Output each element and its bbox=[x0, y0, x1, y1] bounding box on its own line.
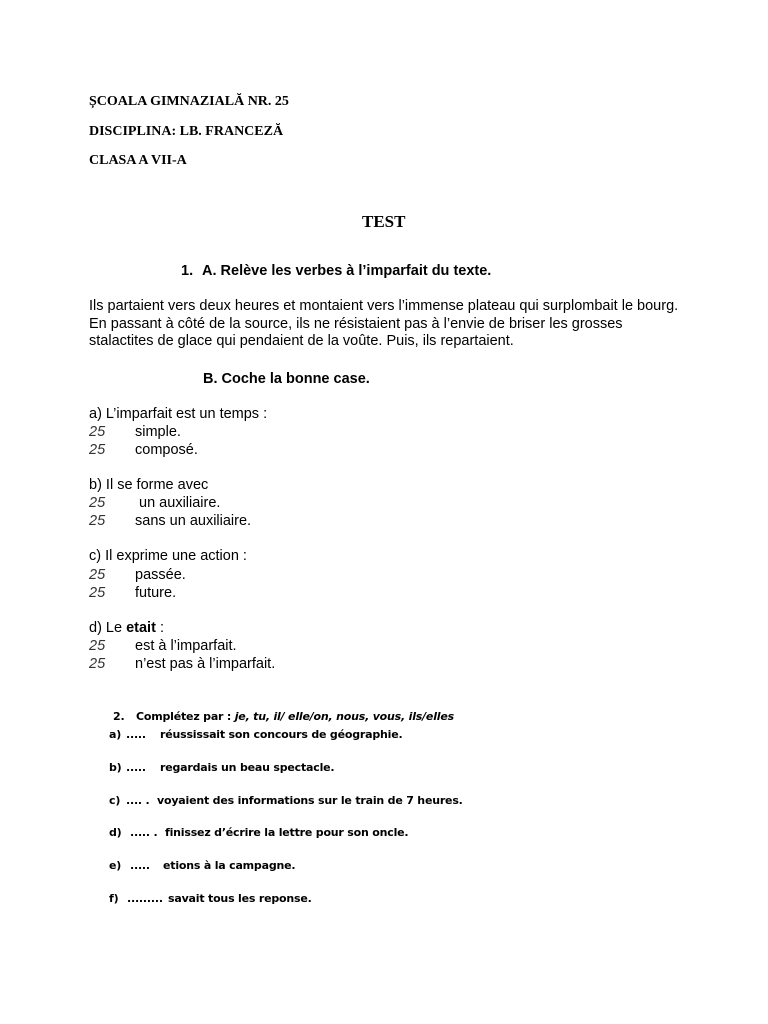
item-text: etions à la campagne. bbox=[163, 859, 296, 872]
test-title: TEST bbox=[362, 212, 406, 231]
question-d-keyword: etait bbox=[126, 620, 156, 636]
exercise-2-heading-text: Complétez par : bbox=[136, 710, 235, 723]
checkbox-mark[interactable]: 25 bbox=[89, 442, 106, 458]
item-letter: f) bbox=[109, 892, 119, 905]
option-label: passée. bbox=[135, 567, 186, 583]
exercise-1-text: Ils partaient vers deux heures et montaient vers l’immense plateau qui surplombait le bourg. En passant à côté de la source, ils ne résistaient pas à l’envie de briser les grosses stalactites de glace qui pendaient de la voûte. Puis, ils repartaient. bbox=[89, 298, 679, 349]
option-label: sans un auxiliaire. bbox=[135, 513, 252, 529]
item-text: regardais un beau spectacle. bbox=[160, 761, 335, 774]
option-label: un auxiliaire. bbox=[135, 495, 221, 511]
option-label: future. bbox=[135, 585, 177, 601]
question-c-prompt: c) Il exprime une action : bbox=[89, 548, 247, 564]
item-letter: a) bbox=[109, 728, 122, 741]
answer-blank[interactable]: ..... bbox=[130, 859, 150, 872]
option-label: composé. bbox=[135, 442, 198, 458]
question-d-prefix: d) Le bbox=[89, 620, 127, 636]
checkbox-mark[interactable]: 25 bbox=[89, 638, 106, 654]
answer-blank[interactable]: .... . bbox=[126, 794, 150, 807]
option-label: n’est pas à l’imparfait. bbox=[135, 656, 276, 672]
checkbox-mark[interactable]: 25 bbox=[89, 495, 106, 511]
exercise-2-number: 2. bbox=[113, 710, 125, 723]
item-letter: c) bbox=[109, 794, 121, 807]
item-text: savait tous les reponse. bbox=[168, 892, 312, 905]
answer-blank[interactable]: ......... bbox=[127, 892, 163, 905]
exercise-2-heading bbox=[136, 710, 454, 723]
exercise-2-pronouns: je, tu, il/ elle/on, nous, vous, ils/elles bbox=[234, 710, 454, 723]
checkbox-mark[interactable]: 25 bbox=[89, 585, 106, 601]
exercise-1b-heading: B. Coche la bonne case. bbox=[203, 371, 370, 387]
class-label: CLASA A VII-A bbox=[89, 153, 187, 168]
exercise-1-number: 1. bbox=[181, 263, 194, 279]
question-d-prompt bbox=[89, 620, 164, 636]
discipline-label: DISCIPLINA: LB. FRANCEZĂ bbox=[89, 124, 284, 139]
item-text: finissez d’écrire la lettre pour son oncle. bbox=[165, 826, 409, 839]
answer-blank[interactable]: ..... bbox=[126, 761, 146, 774]
option-label: simple. bbox=[135, 424, 181, 440]
checkbox-mark[interactable]: 25 bbox=[89, 513, 106, 529]
item-letter: d) bbox=[109, 826, 122, 839]
item-letter: b) bbox=[109, 761, 122, 774]
checkbox-mark[interactable]: 25 bbox=[89, 656, 106, 672]
checkbox-mark[interactable]: 25 bbox=[89, 424, 106, 440]
checkbox-mark[interactable]: 25 bbox=[89, 567, 106, 583]
item-text: voyaient des informations sur le train de 7 heures. bbox=[157, 794, 463, 807]
item-text: réussissait son concours de géographie. bbox=[160, 728, 403, 741]
question-b-prompt: b) Il se forme avec bbox=[89, 477, 209, 493]
exercise-1a-heading: A. Relève les verbes à l’imparfait du texte. bbox=[202, 263, 492, 279]
item-letter: e) bbox=[109, 859, 122, 872]
question-d-suffix: : bbox=[155, 620, 164, 636]
school-name: ȘCOALA GIMNAZIALĂ NR. 25 bbox=[89, 94, 289, 109]
question-a-prompt: a) L’imparfait est un temps : bbox=[89, 406, 268, 422]
answer-blank[interactable]: ..... bbox=[126, 728, 146, 741]
option-label: est à l’imparfait. bbox=[135, 638, 237, 654]
answer-blank[interactable]: ..... . bbox=[130, 826, 158, 839]
